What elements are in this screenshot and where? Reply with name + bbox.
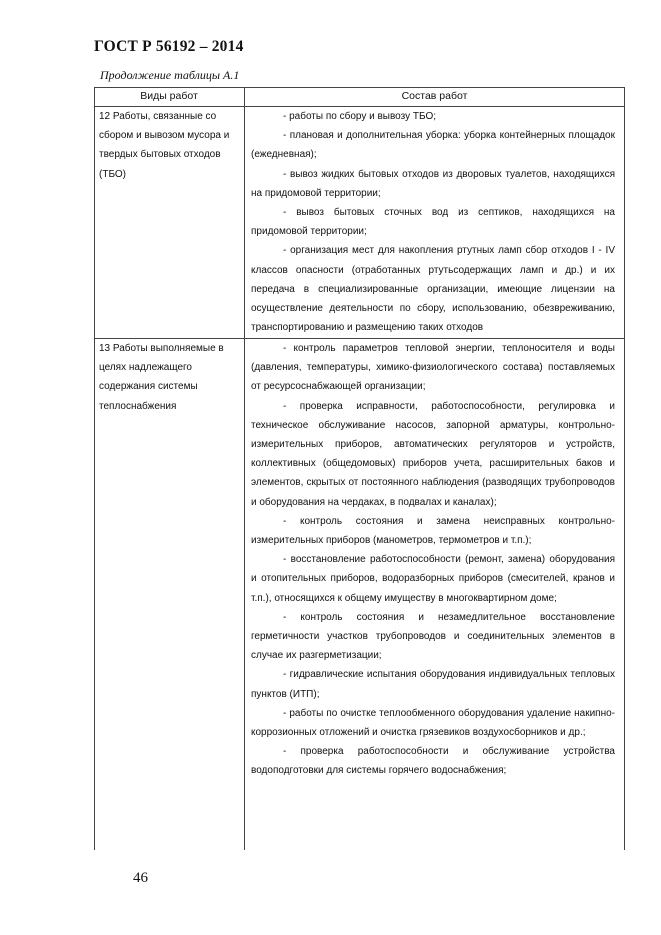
list-item: - проверка работоспособности и обслуживание устройства водоподготовки для системы горячего водоснабжения; bbox=[251, 746, 615, 777]
list-item: - вывоз бытовых сточных вод из септиков, находящихся на придомовой территории; bbox=[251, 207, 615, 238]
table-caption: Продолжение таблицы А.1 bbox=[100, 68, 240, 82]
row-13-type: 13 Работы выполняемые в целях надлежащего содержания системы теплоснабжения bbox=[99, 343, 224, 412]
works-table bbox=[94, 87, 625, 850]
row-12-content bbox=[251, 107, 615, 337]
list-item: - контроль состояния и незамедлительное восстановление герметичности участков трубопроводов и соединительных элементов в случае их разгерметизации; bbox=[251, 611, 615, 662]
table-top-border bbox=[94, 87, 625, 88]
list-item: - проверка исправности, работоспособности, регулировка и техническое обслуживание насосов, запорной арматуры, контрольно-измерительных приборов, автоматических регуляторов и устройств, коллективных (общедомовых) приборов учета, расширительных баков и элементов, скрытых от постоянного наблюдения (разводящих трубопроводов и оборудования на чердаках, в подвалах и каналах); bbox=[251, 400, 615, 508]
list-item: - вывоз жидких бытовых отходов из дворовых туалетов, находящихся на придомовой территории; bbox=[251, 168, 615, 199]
list-item: - восстановление работоспособности (ремонт, замена) оборудования и отопительных приборов, водоразборных приборов (смесителей, кранов и т.п.), относящихся к общему имуществу в многоквартирном доме; bbox=[251, 554, 615, 604]
table-left-border bbox=[94, 87, 95, 850]
row-13-content bbox=[251, 339, 615, 781]
row-12-type: 12 Работы, связанные со сбором и вывозом мусора и твердых бытовых отходов (ТБО) bbox=[99, 111, 230, 180]
column-divider bbox=[244, 87, 245, 850]
page-number: 46 bbox=[133, 870, 148, 886]
list-item: - работы по очистке теплообменного оборудования удаление накипно-коррозионных отложений и очистка грязевиков воздухосборников и др.; bbox=[251, 707, 615, 739]
column-header-type: Виды работ bbox=[140, 90, 198, 102]
column-header-content: Состав работ bbox=[401, 90, 468, 102]
list-item: - организация мест для накопления ртутных ламп сбор отходов I - IV классов опасности (отработанных ртутьсодержащих ламп и др.) и их передача в специализированные организации, имеющие лицензии на осуществление деятельности по сбору, использованию, обезвреживанию, транспортированию и размещению таких отходов bbox=[251, 245, 615, 334]
document-header: ГОСТ Р 56192 – 2014 bbox=[94, 38, 244, 55]
list-item: - гидравлические испытания оборудования индивидуальных тепловых пунктов (ИТП); bbox=[251, 669, 615, 700]
list-item: - контроль параметров тепловой энергии, теплоносителя и воды (давления, температуры, химико-физиологического состава) поставляемых от ресурсоснабжающей организации; bbox=[251, 343, 615, 393]
list-item: - плановая и дополнительная уборка: уборка контейнерных площадок (ежедневная); bbox=[251, 130, 615, 161]
list-item: - контроль состояния и замена неисправных контрольно-измерительных приборов (манометров, термометров и т.п.); bbox=[251, 515, 615, 547]
table-right-border bbox=[624, 87, 625, 850]
list-item: - работы по сбору и вывозу ТБО; bbox=[283, 111, 436, 122]
